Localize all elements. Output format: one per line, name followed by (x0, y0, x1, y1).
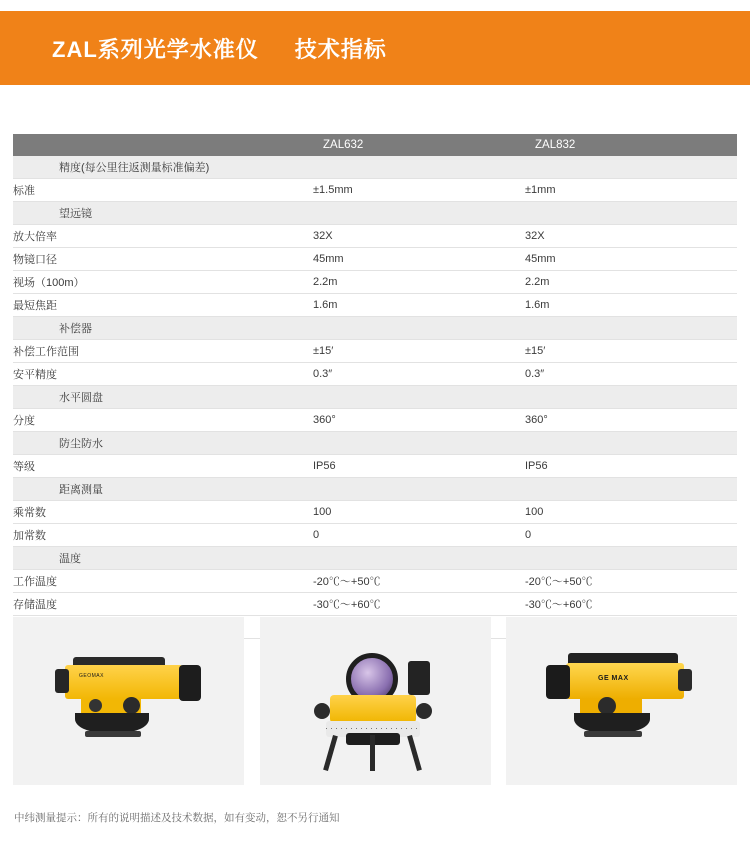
spec-value-zal632: 32X (313, 225, 525, 248)
table-row (13, 363, 737, 386)
spec-value-zal832: -30℃～+60℃ (525, 593, 737, 616)
spec-value-zal632 (313, 202, 525, 225)
spec-item-label: 安平精度 (13, 363, 313, 386)
base-plate-angled-icon (584, 731, 642, 737)
tribrach-angled-icon (574, 713, 650, 733)
spec-value-zal832 (525, 386, 737, 409)
page-subtitle: 技术指标 (294, 36, 387, 62)
spec-value-zal632 (313, 432, 525, 455)
spec-value-zal632 (313, 386, 525, 409)
spec-value-zal832: ±1mm (525, 179, 737, 202)
table-row (13, 179, 737, 202)
spec-value-zal832: 360° (525, 409, 737, 432)
spec-value-zal832 (525, 478, 737, 501)
spec-value-zal632 (313, 547, 525, 570)
table-row (13, 501, 737, 524)
table-row (13, 409, 737, 432)
column-header-category (13, 134, 313, 156)
table-group-row (13, 156, 737, 179)
spec-group-label: 距离测量 (13, 478, 313, 501)
table-group-row (13, 317, 737, 340)
telescope-top-cover-front-icon (408, 661, 430, 695)
table-header-row (13, 134, 737, 156)
tripod-legs-group (312, 735, 434, 769)
table-row (13, 593, 737, 616)
tripod-leg-right-icon (407, 735, 422, 771)
spec-item-label: 标准 (13, 179, 313, 202)
objective-lens-angled-icon (546, 665, 570, 699)
page-header-banner (0, 11, 750, 85)
spec-item-label: 补偿工作范围 (13, 340, 313, 363)
spec-group-label: 精度(每公里往返测量标准偏差) (13, 156, 313, 179)
spec-value-zal632: 0 (313, 524, 525, 547)
spec-item-label: 物镜口径 (13, 248, 313, 271)
spec-item-label: 加常数 (13, 524, 313, 547)
table-group-row (13, 478, 737, 501)
spec-value-zal832 (525, 432, 737, 455)
banner-text-group (0, 33, 387, 64)
spec-item-label: 最短焦距 (13, 294, 313, 317)
spec-value-zal832 (525, 547, 737, 570)
spec-value-zal632: 360° (313, 409, 525, 432)
spec-value-zal832: 2.2m (525, 271, 737, 294)
spec-item-label: 存储温度 (13, 593, 313, 616)
objective-lens-icon (179, 665, 201, 701)
spec-item-label: 分度 (13, 409, 313, 432)
eyepiece-icon (55, 669, 69, 693)
spec-value-zal632: 0.3″ (313, 363, 525, 386)
spec-value-zal832: 100 (525, 501, 737, 524)
table-row (13, 294, 737, 317)
spec-value-zal632: -20℃～+50℃ (313, 570, 525, 593)
spec-value-zal632: IP56 (313, 455, 525, 478)
spec-value-zal832: 32X (525, 225, 737, 248)
spec-group-label: 防尘防水 (13, 432, 313, 455)
spec-value-zal832: -20℃～+50℃ (525, 570, 737, 593)
page-title: ZAL系列光学水准仪 (52, 36, 259, 62)
spec-item-label: 等级 (13, 455, 313, 478)
table-body (13, 156, 737, 639)
tripod-leg-left-icon (323, 735, 338, 771)
spec-value-zal832: 0.3″ (525, 363, 737, 386)
brand-badge-angled: GE MAX (598, 675, 629, 682)
table-group-row (13, 386, 737, 409)
column-header-zal832: ZAL832 (525, 134, 737, 156)
table-group-row (13, 202, 737, 225)
spec-value-zal632 (313, 317, 525, 340)
horizontal-drive-knob-icon (123, 697, 140, 714)
telescope-body-icon (65, 665, 183, 699)
spec-group-label: 温度 (13, 547, 313, 570)
spec-value-zal632: 45mm (313, 248, 525, 271)
table-row (13, 248, 737, 271)
product-image-gallery (13, 617, 737, 785)
table-row (13, 524, 737, 547)
spec-value-zal632: ±15′ (313, 340, 525, 363)
spec-value-zal832: 45mm (525, 248, 737, 271)
spec-group-label: 水平圆盘 (13, 386, 313, 409)
table-row (13, 225, 737, 248)
spec-item-label: 视场（100m） (13, 271, 313, 294)
footer-disclaimer: 中纬测量提示：所有的说明描述及技术数据，如有变动，恕不另行通知 (14, 812, 340, 824)
spec-value-zal832: ±15′ (525, 340, 737, 363)
table-group-row (13, 547, 737, 570)
brand-badge-side: GEOMAX (79, 673, 104, 679)
spec-value-zal832: 0 (525, 524, 737, 547)
spec-item-label: 乘常数 (13, 501, 313, 524)
spec-value-zal632 (313, 478, 525, 501)
column-header-zal632: ZAL632 (313, 134, 525, 156)
spec-value-zal832 (525, 317, 737, 340)
spec-value-zal832 (525, 202, 737, 225)
table-row (13, 271, 737, 294)
base-plate-icon (85, 731, 141, 737)
table-row (13, 455, 737, 478)
left-drive-knob-icon (314, 703, 330, 719)
spec-value-zal632: 100 (313, 501, 525, 524)
spec-value-zal832 (525, 156, 737, 179)
tribrach-icon (75, 713, 149, 733)
spec-value-zal832: 1.6m (525, 294, 737, 317)
spec-value-zal632: 1.6m (313, 294, 525, 317)
table-group-row (13, 432, 737, 455)
spec-group-label: 望远镜 (13, 202, 313, 225)
eyepiece-angled-icon (678, 669, 692, 691)
spec-item-label: 工作温度 (13, 570, 313, 593)
spec-group-label: 补偿器 (13, 317, 313, 340)
tripod-leg-center-icon (370, 735, 375, 771)
spec-value-zal832: IP56 (525, 455, 737, 478)
product-photo-angled-view (506, 617, 737, 785)
spec-value-zal632: ±1.5mm (313, 179, 525, 202)
focus-knob-icon (89, 699, 102, 712)
table-head (13, 134, 737, 156)
specification-table-wrapper (13, 134, 737, 639)
spec-item-label: 放大倍率 (13, 225, 313, 248)
table-row (13, 570, 737, 593)
product-photo-front-view (260, 617, 491, 785)
product-photo-side-view (13, 617, 244, 785)
specification-table (13, 134, 737, 639)
telescope-body-front-icon (330, 695, 416, 723)
right-drive-knob-icon (416, 703, 432, 719)
spec-value-zal632 (313, 156, 525, 179)
spec-value-zal632: 2.2m (313, 271, 525, 294)
spec-value-zal632: -30℃～+60℃ (313, 593, 525, 616)
table-row (13, 340, 737, 363)
